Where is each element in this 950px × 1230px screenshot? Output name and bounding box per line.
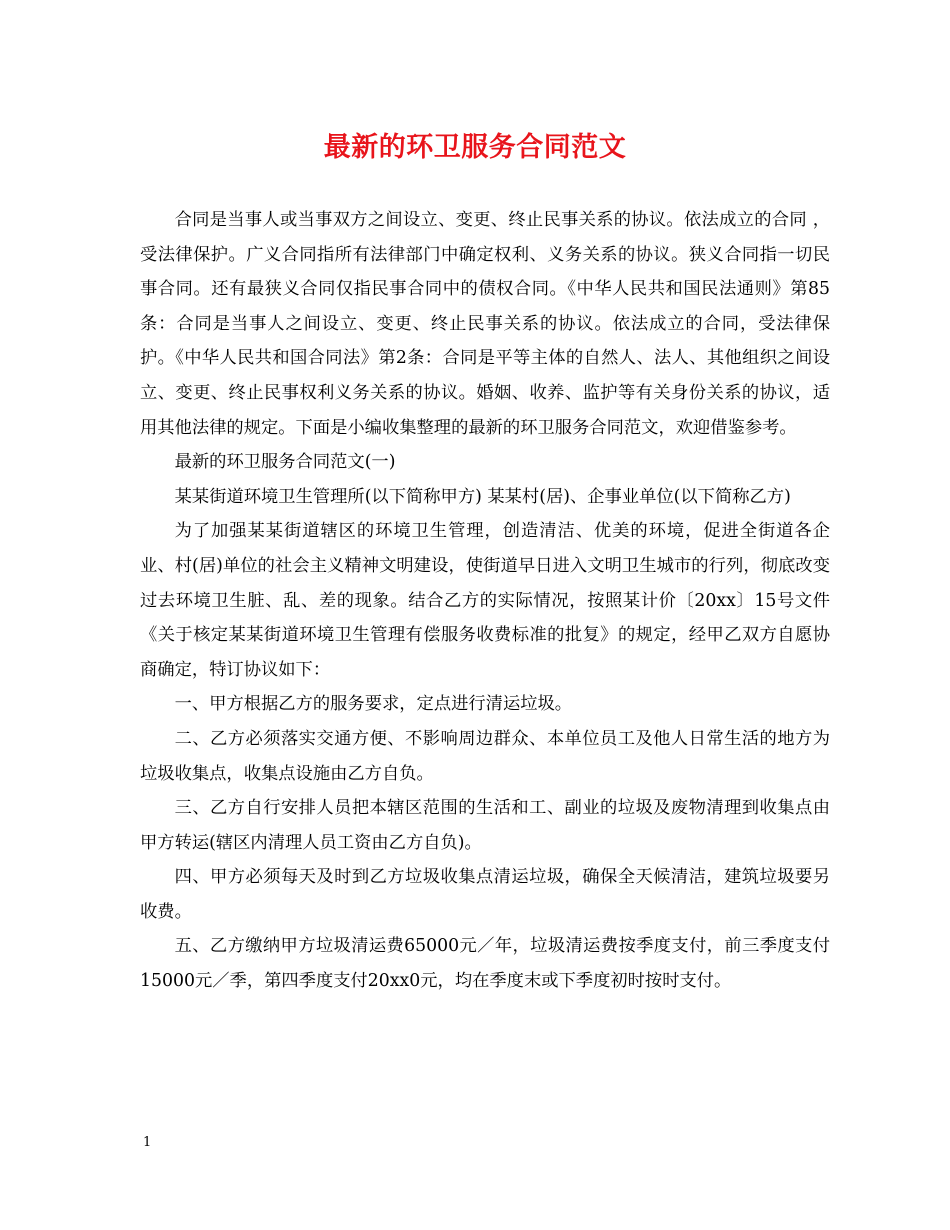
clause-4: 四、甲方必须每天及时到乙方垃圾收集点清运垃圾，确保全天候清洁，建筑垃圾要另收费。 — [140, 867, 830, 922]
section-heading: 最新的环卫服务合同范文(一) — [174, 452, 396, 473]
document-body — [140, 203, 830, 999]
clause-3: 三、乙方自行安排人员把本辖区范围的生活和工、副业的垃圾及废物清理到收集点由甲方转运(辖区内清理人员工资由乙方自负)。 — [140, 798, 830, 853]
clause-5: 五、乙方缴纳甲方垃圾清运费65000元／年，垃圾清运费按季度支付，前三季度支付15000元／季，第四季度支付20xx0元，均在季度末或下季度初时按时支付。 — [140, 936, 830, 992]
document-title: 最新的环卫服务合同范文 — [323, 132, 627, 163]
page-number: 1 — [143, 1135, 152, 1150]
clause-1: 一、甲方根据乙方的服务要求，定点进行清运垃圾。 — [174, 694, 573, 715]
purpose-paragraph: 为了加强某某街道辖区的环境卫生管理，创造清洁、优美的环境，促进全街道各企业、村(居)单位的社会主义精神文明建设，使街道早日进入文明卫生城市的行列，彻底改变过去环境卫生脏、乱、差的现象。结合乙方的实际情况，按照某计价〔20xx〕15号文件《关于核定某某街道环境卫生管理有偿服务收费标准的批复》的规定，经甲乙双方自愿协商确定，特订协议如下： — [140, 521, 830, 680]
clause-2: 二、乙方必须落实交通方便、不影响周边群众、本单位员工及他人日常生活的地方为垃圾收集点，收集点设施由乙方自负。 — [140, 728, 830, 784]
intro-paragraph: 合同是当事人或当事双方之间设立、变更、终止民事关系的协议。依法成立的合同 ，受法律保护。广义合同指所有法律部门中确定权利、义务关系的协议。狭义合同指一切民事合同。还有最狭义合同仅指民事合同中的债权合同。《中华人民共和国民法通则》第85条：合同是当事人之间设立、变更、终止民事关系的协议。依法成立的合同，受法律保护。《中华人民共和国合同法》第2条：合同是平等主体的自然人、法人、其他组织之间设立、变更、终止民事权利义务关系的协议。婚姻、收养、监护等有关身份关系的协议，适用其他法律的规定。下面是小编收集整理的最新的环卫服务合同范文，欢迎借鉴参考。 — [140, 210, 830, 438]
parties-paragraph: 某某街道环境卫生管理所(以下简称甲方) 某某村(居)、企事业单位(以下简称乙方) — [174, 486, 791, 507]
